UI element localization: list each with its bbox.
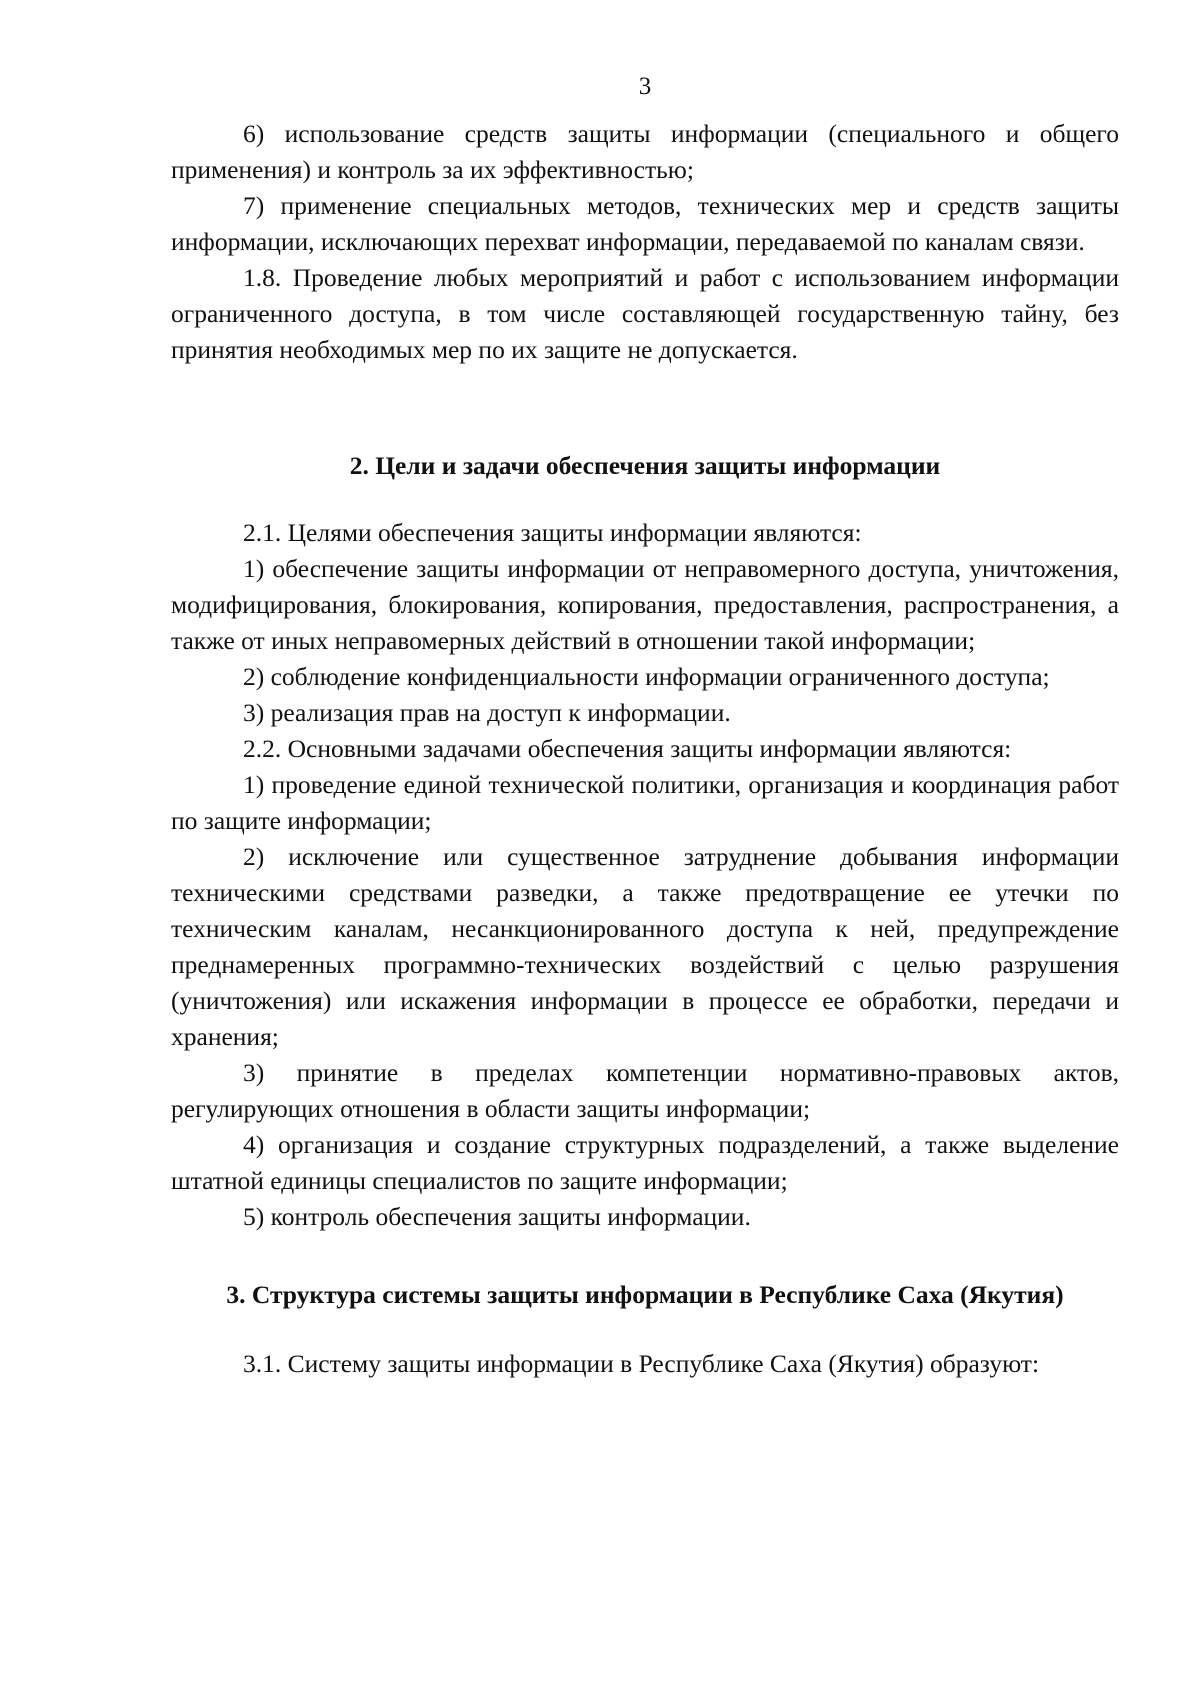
section3-body (171, 1346, 1119, 1382)
paragraph: 2.1. Целями обеспечения защиты информации являются: (243, 518, 862, 547)
paragraph: 6) использование средств защиты информации (специального и общего применения) и контроль за их эффективностью; (171, 119, 1119, 184)
paragraph: 1) проведение единой технической политики, организация и координация работ по защите информации; (171, 770, 1119, 835)
section2-heading-block (171, 448, 1119, 484)
paragraph: 3.1. Систему защиты информации в Республике Саха (Якутия) образуют: (243, 1349, 1040, 1378)
paragraph: 3) реализация прав на доступ к информации. (243, 698, 731, 727)
section-heading: 2. Цели и задачи обеспечения защиты информации (349, 451, 941, 480)
section3-heading-block (171, 1277, 1119, 1313)
paragraph: 2) исключение или существенное затруднение добывания информации техническими средствами разведки, а также предотвращение ее утечки по техническим каналам, несанкционированного доступа к ней, предупреждение преднамеренных программно-технических воздействий с целью разрушения (уничтожения) или искажения информации в процессе ее обработки, передачи и хранения; (171, 842, 1119, 1051)
paragraph: 4) организация и создание структурных подразделений, а также выделение штатной единицы специалистов по защите информации; (171, 1130, 1119, 1195)
section-heading: 3. Структура системы защиты информации в Республике Саха (Якутия) (226, 1280, 1064, 1309)
paragraph: 3) принятие в пределах компетенции нормативно-правовых актов, регулирующих отношения в области защиты информации; (171, 1058, 1119, 1123)
paragraph: 5) контроль обеспечения защиты информации. (243, 1202, 751, 1231)
page-number: 3 (638, 73, 652, 100)
paragraph: 2.2. Основными задачами обеспечения защиты информации являются: (243, 734, 1012, 763)
paragraph: 7) применение специальных методов, технических мер и средств защиты информации, исключающих перехват информации, передаваемой по каналам связи. (171, 191, 1119, 256)
section2-body (171, 515, 1119, 1235)
section1-continuation (171, 116, 1119, 368)
paragraph: 2) соблюдение конфиденциальности информации ограниченного доступа; (243, 662, 1050, 691)
paragraph: 1.8. Проведение любых мероприятий и работ с использованием информации ограниченного доступа, в том числе составляющей государственную тайну, без принятия необходимых мер по их защите не допускается. (171, 263, 1119, 364)
paragraph: 1) обеспечение защиты информации от неправомерного доступа, уничтожения, модифицирования, блокирования, копирования, предоставления, распространения, а также от иных неправомерных действий в отношении такой информации; (171, 554, 1119, 655)
